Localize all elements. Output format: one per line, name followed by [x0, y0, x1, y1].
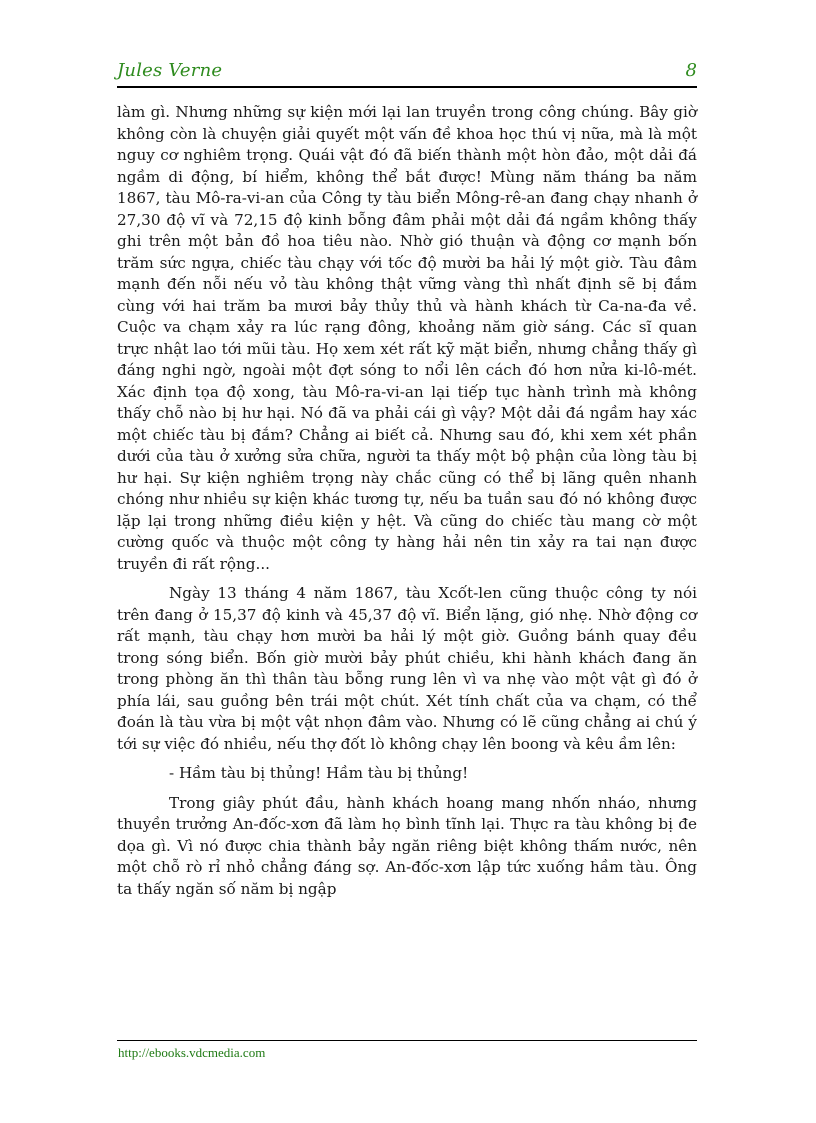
footer-rule: [117, 1040, 697, 1041]
paragraph-3: Trong giây phút đầu, hành khách hoang mang nhốn nháo, nhưng thuyền trưởng An-đốc-xơn đã làm họ bình tĩnh lại. Thực ra tàu không bị đe dọa gì. Vì nó được chia thành bảy ngăn riêng biệt không thấm nước, nên một chỗ rò rỉ nhỏ chẳng đáng sợ. An-đốc-xơn lập tức xuống hầm tàu. Ông ta thấy ngăn số năm bị ngập: [117, 793, 697, 898]
dialogue-line: - Hầm tàu bị thủng! Hầm tàu bị thủng!: [169, 764, 469, 782]
footer-link[interactable]: http://ebooks.vdcmedia.com: [118, 1045, 266, 1060]
paragraph-1: làm gì. Nhưng những sự kiện mới lại lan truyền trong công chúng. Bây giờ không còn là chuyện giải quyết một vấn đề khoa học thú vị nữa, mà là một nguy cơ nghiêm trọng. Quái vật đó đã biến thành một hòn đảo, một dải đá ngầm di động, bí hiểm, không thể bắt được! Mùng năm tháng ba năm 1867, tàu Mô-ra-vi-an của Công ty tàu biển Mông-rê-an đang chạy nhanh ở 27,30 độ vĩ và 72,15 độ kinh bỗng đâm phải một dải đá ngầm không thấy ghi trên một bản đồ hoa tiêu nào. Nhờ gió thuận và động cơ mạnh bốn trăm sức ngựa, chiếc tàu chạy với tốc độ mười ba hải lý một giờ. Tàu đâm mạnh đến nỗi nếu vỏ tàu không thật vững vàng thì nhất định sẽ bị đắm cùng với hai trăm ba mươi bảy thủy thủ và hành khách từ Ca-na-đa về. Cuộc va chạm xảy ra lúc rạng đông, khoảng năm giờ sáng. Các sĩ quan trực nhật lao tới mũi tàu. Họ xem xét rất kỹ mặt biển, nhưng chẳng thấy gì đáng nghi ngờ, ngoài một đợt sóng to nổi lên cách đó hơn nửa ki-lô-mét. Xác định tọa độ xong, tàu Mô-ra-vi-an lại tiếp tục hành trình mà không thấy chỗ nào bị hư hại. Nó đã va phải cái gì vậy? Một dải đá ngầm hay xác một chiếc tàu bị đắm? Chẳng ai biết cả. Nhưng sau đó, khi xem xét phần dưới của tàu ở xưởng sửa chữa, người ta thấy một bộ phận của lòng tàu bị hư hại. Sự kiện nghiêm trọng này chắc cũng có thể bị lãng quên nhanh chóng như nhiều sự kiện khác tương tự, nếu ba tuần sau đó nó không được lặp lại trong những điều kiện y hệt. Và cũng do chiếc tàu mang cờ một cường quốc và thuộc một công ty hàng hải nên tin xảy ra tai nạn được truyền đi rất rộng...: [117, 103, 697, 573]
paragraph-2: Ngày 13 tháng 4 năm 1867, tàu Xcốt-len cũng thuộc công ty nói trên đang ở 15,37 độ kinh và 45,37 độ vĩ. Biển lặng, gió nhẹ. Nhờ động cơ rất mạnh, tàu chạy hơn mười ba hải lý một giờ. Guồng bánh quay đều trong sóng biển. Bốn giờ mười bảy phút chiều, khi hành khách đang ăn trong phòng ăn thì thân tàu bỗng rung lên vì va nhẹ vào một vật gì đó ở phía lái, sau guồng bên trái một chút. Xét tính chất của va chạm, có thể đoán là tàu vừa bị một vật nhọn đâm vào. Nhưng có lẽ cũng chẳng ai chú ý tới sự việc đó nhiều, nếu thợ đốt lò không chạy lên boong và kêu ầm lên:: [117, 584, 697, 753]
header-rule: [117, 86, 697, 88]
body-text: [117, 102, 697, 908]
header-page-number: 8: [685, 60, 697, 81]
running-header: [117, 60, 697, 84]
header-author: Jules Verne: [117, 60, 223, 81]
